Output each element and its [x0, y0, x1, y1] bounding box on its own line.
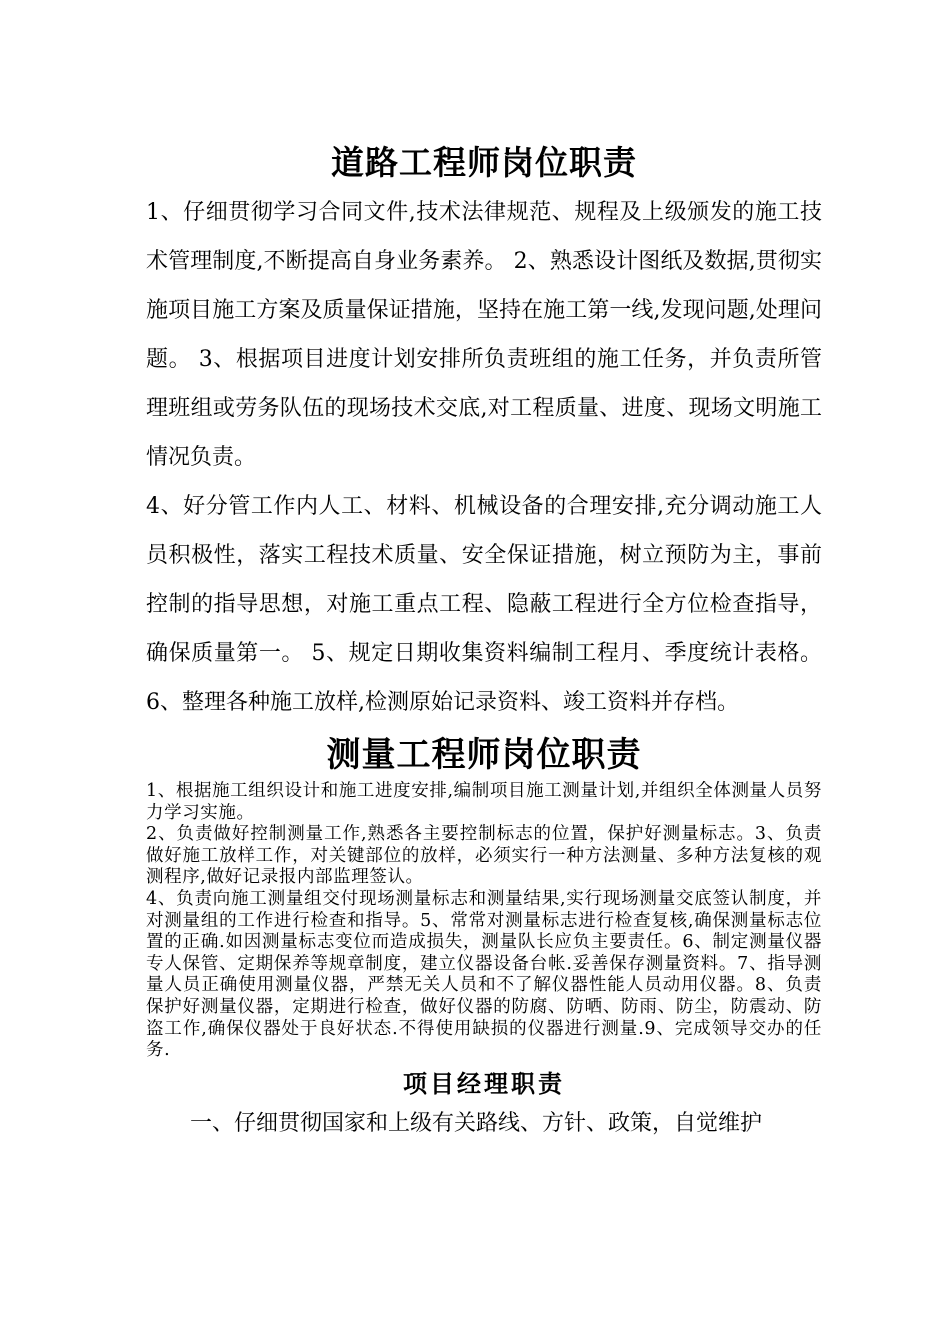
paragraph: 4、负责向施工测量组交付现场测量标志和测量结果,实行现场测量交底签认制度，并对测量组的工作进行检查和指导。5、常常对测量标志进行检查复核,确保测量标志位置的正确.如因测量标志变位而造成损失，测量队长应负主要责任。6、制定测量仪器专人保管、定期保养等规章制度，建立仪器设备台帐.妥善保存测量资料。7、指导测量人员正确使用测量仪器，严禁无关人员和不了解仪器性能人员动用仪器。8、负责保护好测量仪器，定期进行检查，做好仪器的防腐、防晒、防雨、防尘，防震动、防盗工作,确保仪器处于良好状态.不得使用缺损的仪器进行测量.9、完成领导交办的任务. — [146, 888, 822, 1061]
section-body-road-engineer — [146, 188, 822, 727]
paragraph: 1、根据施工组织设计和施工进度安排,编制项目施工测量计划,并组织全体测量人员努力学习实施。 — [146, 781, 822, 823]
section-body-project-manager — [146, 1104, 822, 1144]
paragraph: 一、仔细贯彻国家和上级有关路线、方针、政策，自觉维护 — [190, 1110, 763, 1136]
document-page — [146, 138, 822, 1144]
paragraph: 1、仔细贯彻学习合同文件,技术法律规范、规程及上级颁发的施工技术管理制度,不断提高自身业务素养。 2、熟悉设计图纸及数据,贯彻实施项目施工方案及质量保证措施，坚持在施工第一线,发现问题,处理问题。 3、根据项目进度计划安排所负责班组的施工任务，并负责所管理班组或劳务队伍的现场技术交底,对工程质量、进度、现场文明施工情况负责。 — [146, 200, 822, 470]
section-body-survey-engineer — [146, 781, 822, 1062]
paragraph: 4、好分管工作内人工、材料、机械设备的合理安排,充分调动施工人员积极性，落实工程技术质量、安全保证措施，树立预防为主，事前控制的指导思想，对施工重点工程、隐蔽工程进行全方位检查指导，确保质量第一。 5、规定日期收集资料编制工程月、季度统计表格。 6、整理各种施工放样,检测原始记录资料、竣工资料并存档。 — [146, 494, 822, 715]
paragraph: 2、负责做好控制测量工作,熟悉各主要控制标志的位置，保护好测量标志。3、负责做好施工放样工作，对关键部位的放样，必须实行一种方法测量、多种方法复核的观测程序,做好记录报内部监理签认。 — [146, 824, 822, 888]
section-title-road-engineer: 道路工程师岗位职责 — [331, 143, 637, 182]
section-title-survey-engineer: 测量工程师岗位职责 — [326, 735, 642, 775]
section-title-project-manager: 项目经理职责 — [403, 1068, 565, 1098]
